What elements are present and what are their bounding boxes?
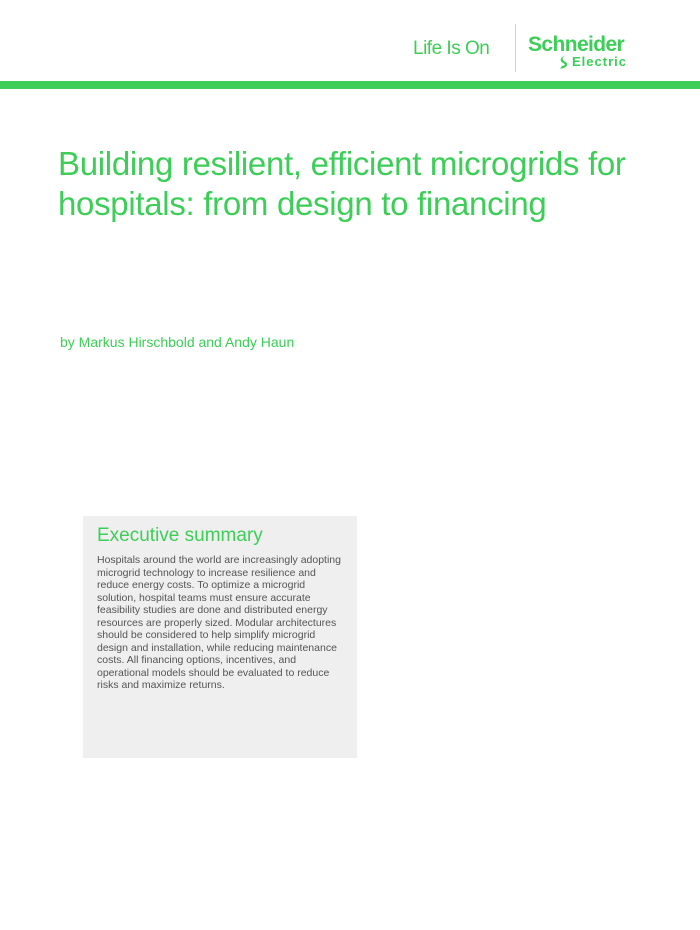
page-header bbox=[0, 0, 700, 90]
executive-summary-box bbox=[83, 516, 357, 758]
header-green-rule bbox=[0, 81, 700, 89]
logo-brand-name: Schneider bbox=[528, 33, 625, 56]
logo-brand-sub: Electric bbox=[572, 54, 627, 69]
header-divider bbox=[515, 24, 516, 72]
executive-summary-heading: Executive summary bbox=[97, 525, 263, 546]
executive-summary-text: Hospitals around the world are increasingly adopting microgrid technology to increase resilience and reduce energy costs. To optimize a microgrid solution, hospital teams must ensure accurate feasibility studies are done and distributed energy resources are properly sized. Modular architectures should be considered to help simplify microgrid design and installation, while reducing maintenance costs. All financing options, incentives, and operational models should be evaluated to reduce risks and maximize returns. bbox=[97, 554, 341, 691]
document-title: Building resilient, efficient microgrids for hospitals: from design to financing bbox=[58, 145, 626, 222]
logo-sub-wrap bbox=[558, 54, 627, 70]
author-byline: by Markus Hirschbold and Andy Haun bbox=[60, 334, 295, 350]
tagline: Life Is On bbox=[413, 38, 490, 59]
schneider-electric-logo bbox=[528, 34, 656, 74]
